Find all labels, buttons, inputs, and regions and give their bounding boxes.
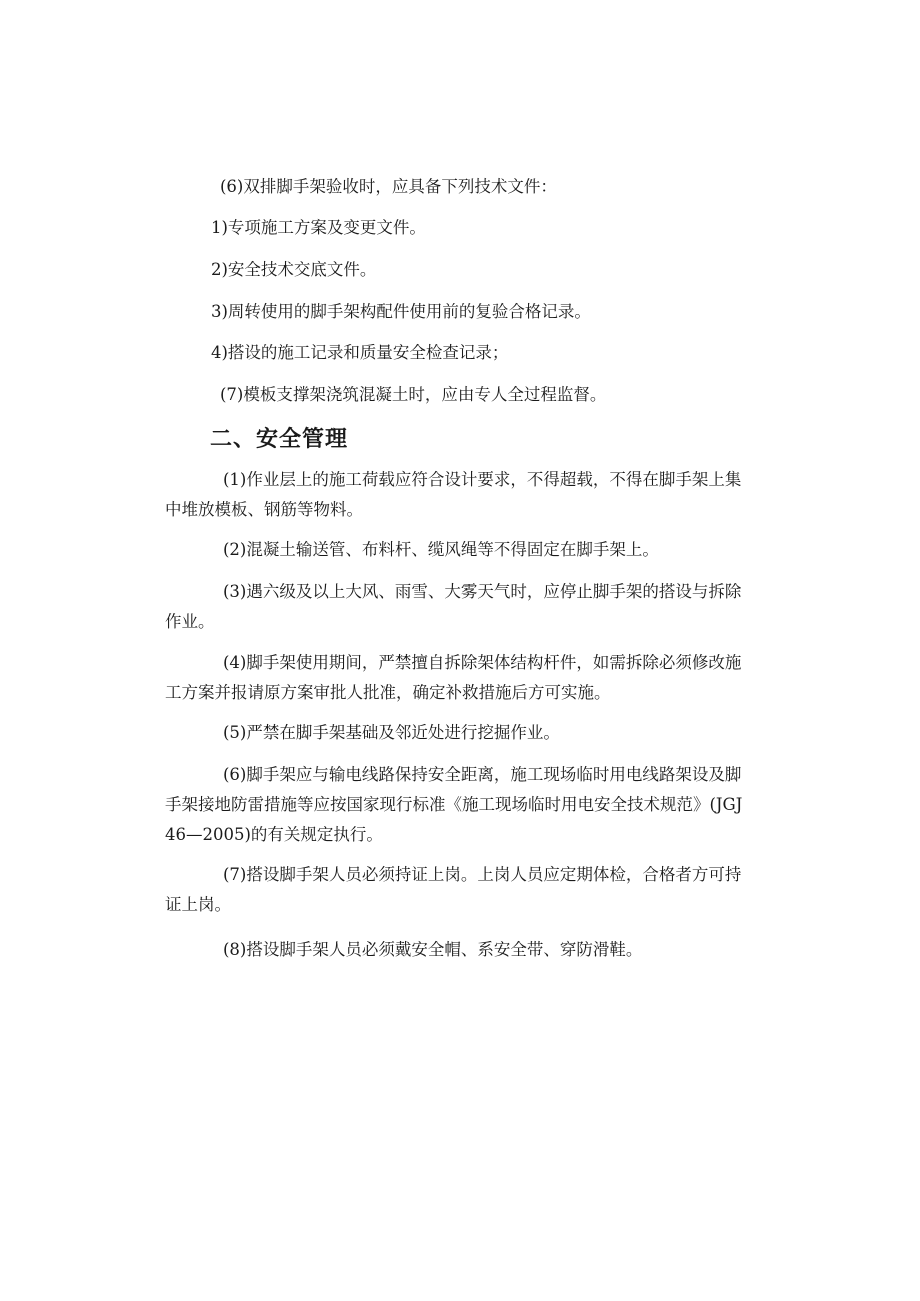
- doc-paragraph: (6)脚手架应与输电线路保持安全距离，施工现场临时用电线路架设及脚手架接地防雷措施等应按国家现行标准《施工现场临时用电安全技术规范》(JGJ46—2005)的有关规定执行。: [165, 765, 743, 844]
- doc-paragraph: 3)周转使用的脚手架构配件使用前的复验合格记录。: [211, 302, 591, 321]
- doc-paragraph: (7)搭设脚手架人员必须持证上岗。上岗人员应定期体检，合格者方可持证上岗。: [165, 865, 742, 914]
- doc-paragraph: (5)严禁在脚手架基础及邻近处进行挖掘作业。: [223, 723, 560, 742]
- doc-paragraph: (4)脚手架使用期间，严禁擅自拆除架体结构杆件，如需拆除必须修改施工方案并报请原方案审批人批准，确定补救措施后方可实施。: [165, 653, 742, 702]
- doc-paragraph: (1)作业层上的施工荷载应符合设计要求，不得超载，不得在脚手架上集中堆放模板、钢筋等物料。: [165, 470, 742, 519]
- doc-paragraph: 2)安全技术交底文件。: [211, 260, 377, 279]
- section-heading: 二、安全管理: [210, 426, 349, 452]
- doc-paragraph: (2)混凝土输送管、布料杆、缆风绳等不得固定在脚手架上。: [223, 540, 659, 559]
- doc-paragraph: (8)搭设脚手架人员必须戴安全帽、系安全带、穿防滑鞋。: [223, 940, 643, 959]
- doc-paragraph: (6)双排脚手架验收时，应具备下列技术文件：: [220, 177, 557, 196]
- doc-paragraph: (3)遇六级及以上大风、雨雪、大雾天气时，应停止脚手架的搭设与拆除作业。: [165, 582, 742, 631]
- doc-paragraph: (7)模板支撑架浇筑混凝土时，应由专人全过程监督。: [220, 385, 607, 404]
- doc-paragraph: 1)专项施工方案及变更文件。: [211, 218, 426, 237]
- doc-paragraph: 4)搭设的施工记录和质量安全检查记录；: [211, 343, 509, 362]
